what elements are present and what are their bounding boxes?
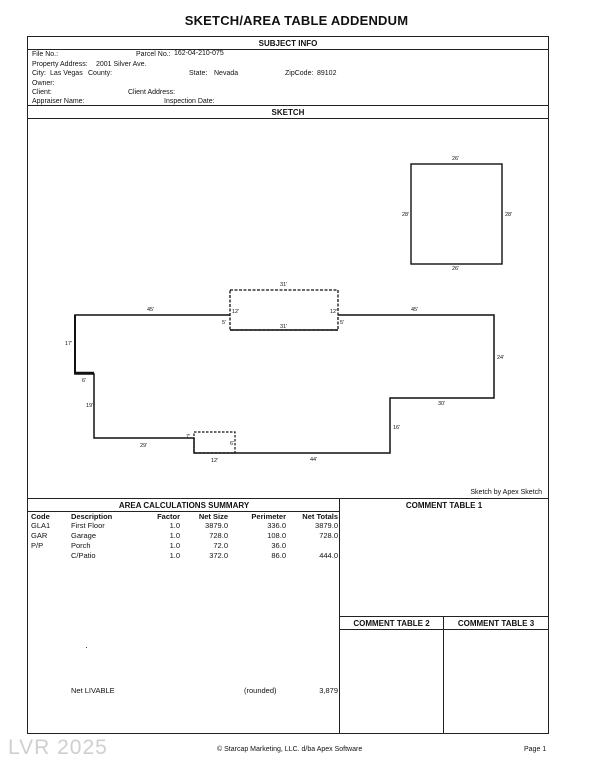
dim-box-bottom: 26' bbox=[452, 266, 460, 272]
client-address-label: Client Address: bbox=[128, 89, 176, 96]
dim-porch-bottom: 12' bbox=[211, 458, 219, 464]
parcel-label: Parcel No.: bbox=[136, 51, 171, 58]
table-row-description: Porch bbox=[71, 541, 91, 550]
table-row-code: GLA1 bbox=[31, 521, 51, 530]
appraiser-label: Appraiser Name: bbox=[32, 98, 85, 105]
col-perimeter: Perimeter bbox=[251, 512, 286, 521]
parcel-value: 162-04-210-075 bbox=[174, 50, 224, 57]
table-row-perimeter: 36.0 bbox=[271, 541, 286, 550]
footer-page: Page 1 bbox=[524, 746, 547, 753]
file-no-label: File No.: bbox=[32, 51, 59, 58]
owner-label: Owner: bbox=[32, 80, 55, 87]
col-description: Description bbox=[71, 512, 113, 521]
table-row-net-size: 72.0 bbox=[213, 541, 228, 550]
dim-garage-right-small: 5' bbox=[340, 320, 345, 326]
dim-bottom-right: 44' bbox=[310, 457, 318, 463]
dim-left-lower: 19' bbox=[86, 403, 94, 409]
dim-right-top: 45' bbox=[411, 307, 419, 313]
table-row-perimeter: 108.0 bbox=[267, 531, 286, 540]
table-row-net-total: 728.0 bbox=[319, 531, 338, 540]
table-row-factor: 1.0 bbox=[169, 521, 180, 530]
sketch-credit: Sketch by Apex Sketch bbox=[470, 489, 542, 496]
comment-table-2-divider bbox=[340, 629, 443, 630]
table-row-description: Garage bbox=[71, 531, 97, 540]
comment-table-1 bbox=[339, 498, 549, 617]
state-value: Nevada bbox=[214, 70, 239, 77]
stray-dot bbox=[86, 647, 87, 648]
col-code: Code bbox=[31, 512, 50, 521]
table-row-perimeter: 336.0 bbox=[267, 521, 286, 530]
dim-left-top: 45' bbox=[147, 307, 155, 313]
table-row-code: P/P bbox=[31, 541, 44, 550]
sketch-heading: SKETCH bbox=[271, 108, 305, 117]
table-row-factor: 1.0 bbox=[169, 551, 180, 560]
comment-table-3 bbox=[443, 616, 549, 734]
zip-value: 89102 bbox=[317, 70, 337, 77]
dim-jog: 6' bbox=[82, 378, 87, 384]
table-row-factor: 1.0 bbox=[169, 541, 180, 550]
footer-copyright: © Starcap Marketing, LLC. d/ba Apex Software bbox=[217, 746, 363, 753]
dim-box-top: 26' bbox=[452, 156, 460, 162]
dim-box-right: 28' bbox=[505, 212, 513, 218]
dim-right-mid: 30' bbox=[438, 401, 446, 407]
col-net-size: Net Size bbox=[198, 512, 228, 521]
net-livable-value: 3,879 bbox=[319, 686, 338, 695]
dim-bottom-left: 29' bbox=[140, 443, 148, 449]
comment-table-2-heading: COMMENT TABLE 2 bbox=[353, 619, 430, 628]
table-row-net-size: 728.0 bbox=[209, 531, 228, 540]
dim-garage-right: 12' bbox=[330, 309, 338, 315]
table-row-perimeter: 86.0 bbox=[271, 551, 286, 560]
table-row-net-size: 372.0 bbox=[209, 551, 228, 560]
inspection-label: Inspection Date: bbox=[164, 98, 215, 105]
dim-porch-side: 6' bbox=[230, 441, 235, 447]
comment-table-3-heading: COMMENT TABLE 3 bbox=[457, 619, 535, 628]
table-row-description: C/Patio bbox=[71, 551, 96, 560]
table-row-description: First Floor bbox=[71, 521, 105, 530]
property-address-value: 2001 Silver Ave. bbox=[96, 61, 147, 68]
col-factor: Factor bbox=[157, 512, 180, 521]
dim-garage-bottom: 31' bbox=[280, 324, 288, 330]
dim-garage-top: 31' bbox=[280, 282, 288, 288]
area-summary-heading: AREA CALCULATIONS SUMMARY bbox=[118, 501, 250, 510]
city-value: Las Vegas bbox=[50, 70, 83, 77]
zip-label: ZipCode: bbox=[285, 70, 314, 77]
dim-right-side: 24' bbox=[497, 355, 505, 361]
watermark: LVR 2025 bbox=[8, 736, 108, 759]
table-row-net-total: 444.0 bbox=[319, 551, 338, 560]
page-title: SKETCH/AREA TABLE ADDENDUM bbox=[184, 13, 409, 28]
dim-garage-left: 12' bbox=[232, 309, 240, 315]
subject-info-heading: SUBJECT INFO bbox=[258, 39, 318, 48]
dim-porch-top: 7' bbox=[186, 434, 191, 440]
comment-table-3-divider bbox=[444, 629, 548, 630]
table-row-code: GAR bbox=[31, 531, 48, 540]
property-address-label: Property Address: bbox=[32, 61, 88, 68]
client-label: Client: bbox=[32, 89, 52, 96]
dim-box-left: 28' bbox=[402, 212, 410, 218]
state-label: State: bbox=[189, 70, 208, 77]
table-row-factor: 1.0 bbox=[169, 531, 180, 540]
city-label: City: bbox=[32, 70, 46, 77]
table-row-net-size: 3879.0 bbox=[205, 521, 228, 530]
porch-outline bbox=[194, 432, 235, 453]
dim-garage-left-small: 5' bbox=[222, 320, 227, 326]
comment-table-1-heading: COMMENT TABLE 1 bbox=[405, 501, 483, 510]
house-outline bbox=[75, 315, 494, 453]
col-net-totals: Net Totals bbox=[302, 512, 338, 521]
dim-right-lower: 16' bbox=[393, 425, 401, 431]
comment-table-2 bbox=[339, 616, 444, 734]
rounded-label: (rounded) bbox=[244, 686, 277, 695]
county-label: County: bbox=[88, 70, 113, 77]
detached-structure bbox=[411, 164, 502, 264]
net-livable-label: Net LIVABLE bbox=[71, 686, 115, 695]
area-summary-box bbox=[27, 498, 340, 734]
dim-left-side: 17' bbox=[65, 341, 73, 347]
table-row-net-total: 3879.0 bbox=[315, 521, 338, 530]
